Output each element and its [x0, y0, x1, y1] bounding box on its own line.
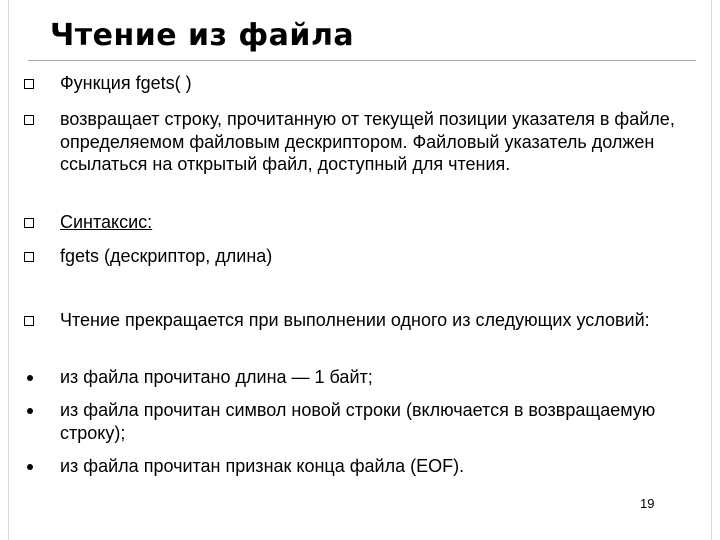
square-bullet-icon: [24, 252, 34, 262]
bullet-text: из файла прочитан признак конца файла (EOF).: [60, 456, 465, 476]
bullet-text: fgets (дескриптор, длина): [60, 246, 273, 266]
page-number: 19: [640, 496, 655, 511]
bullet-text: из файла прочитано длина — 1 байт;: [60, 367, 373, 387]
slide-frame-left-line: [8, 0, 9, 540]
title-divider: [28, 60, 696, 61]
round-bullet-icon: [27, 375, 33, 381]
square-bullet-icon: [24, 316, 34, 326]
square-bullet-icon: [24, 79, 34, 89]
round-bullet-icon: [27, 408, 33, 414]
bullet-text: Чтение прекращается при выполнении одного из следующих условий:: [60, 310, 650, 330]
round-bullet-icon: [27, 464, 33, 470]
bullet-text: возвращает строку, прочитанную от текущей позиции указателя в файле, определяемом файловым дескриптором. Файловый указатель должен ссылаться на открытый файл, доступный для чтения.: [60, 109, 675, 174]
bullet-text: Синтаксис:: [60, 212, 153, 232]
slide-frame-right-line: [711, 0, 712, 540]
bullet-text: из файла прочитан символ новой строки (включается в возвращаемую строку);: [60, 400, 656, 443]
slide-title: Чтение из файла: [50, 18, 355, 53]
square-bullet-icon: [24, 218, 34, 228]
square-bullet-icon: [24, 115, 34, 125]
bullet-text: Функция fgets( ): [60, 73, 192, 93]
